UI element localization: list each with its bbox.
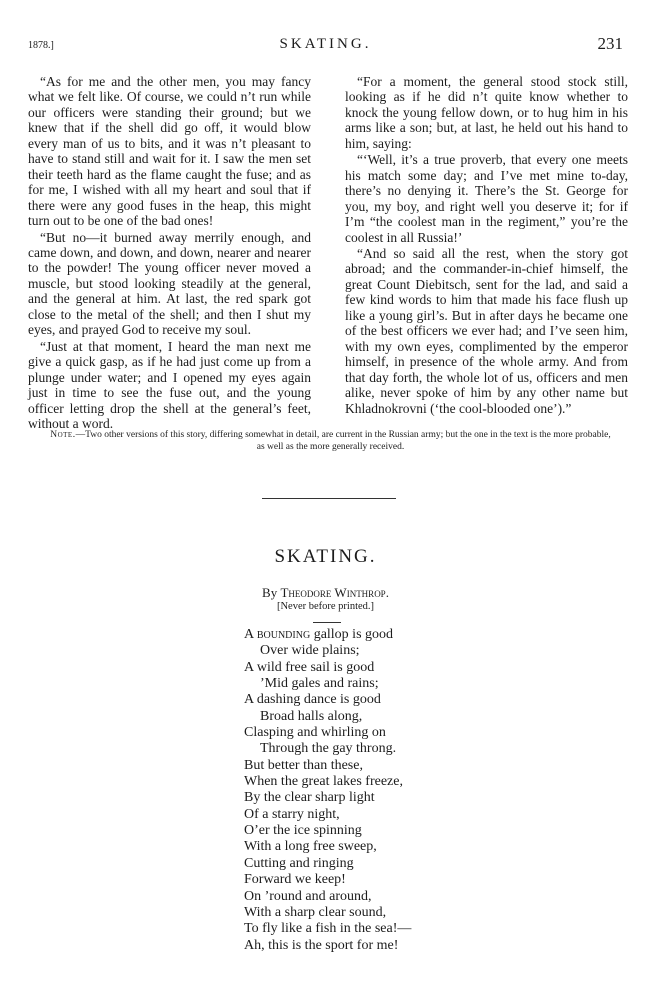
poem-title: SKATING. xyxy=(274,546,377,567)
paragraph: “‘Well, it’s a true proverb, that every one meets his match some day; and I’ve met mine to-day, there’s no denying it. There’s the St. George for you, my boy, and right well you deserve it; for if I’m “the coolest man in the regiment,” you’re the coolest in all Russia!’ xyxy=(345,152,628,245)
paragraph: “Just at that moment, I heard the man next me give a quick gasp, as if he had just come up from a plunge under water; and I opened my eyes again just in time to see the fuse out, and the young officer letting drop the shell at the general’s feet, without a word. xyxy=(28,338,311,431)
poem-line: When the great lakes freeze, xyxy=(244,774,403,790)
running-header xyxy=(28,34,623,54)
section-divider xyxy=(262,498,396,499)
poem-line: But better than these, xyxy=(244,757,363,773)
poem-line: ’Mid gales and rains; xyxy=(260,676,379,692)
poem-line: Cutting and ringing xyxy=(244,855,354,871)
right-column xyxy=(345,74,628,416)
poem-line: Through the gay throng. xyxy=(260,741,397,757)
poem-note: [Never before printed.] xyxy=(276,601,375,612)
poem-line: With a sharp clear sound, xyxy=(244,904,387,920)
poem-line: A wild free sail is good xyxy=(244,659,375,675)
poem-line: On ’round and around, xyxy=(244,888,372,904)
poem-line: With a long free sweep, xyxy=(244,839,377,855)
byline-by: By xyxy=(262,585,281,600)
paragraph: “But no—it burned away merrily enough, and came down, and down, and down, nearer and nearer to the powder! The young officer never moved a muscle, but stood looking steadily at the general, and the general at him. At last, the red spark got close to the metal of the shell; and then I shut my eyes, and prayed God to receive my soul. xyxy=(28,229,311,338)
poem-rule xyxy=(313,622,341,623)
poem-line: Forward we keep! xyxy=(244,872,346,888)
paragraph: “For a moment, the general stood stock still, looking as if he did n’t quite know whether to knock the young fellow down, or to hug him in his arms like a son; but, at last, he held out his hand to him, saying: xyxy=(345,74,628,151)
poem-body xyxy=(244,627,411,954)
page-number: 231 xyxy=(597,34,623,53)
poem-line: Ah, this is the sport for me! xyxy=(244,937,399,953)
poem-line: By the clear sharp light xyxy=(244,790,375,806)
footnote-label: Note. xyxy=(50,430,76,440)
poem-line: O’er the ice spinning xyxy=(244,823,362,839)
header-year: 1878.] xyxy=(28,40,54,51)
poem-line: Broad halls along, xyxy=(260,708,363,724)
footnote-text: —Two other versions of this story, differing somewhat in detail, are current in the Russian army; but the one in the text is the more probable, as well as the more generally received. xyxy=(75,430,611,452)
poem-line: Over wide plains; xyxy=(260,643,360,659)
poem-line: Of a starry night, xyxy=(244,806,340,822)
poem-line: To fly like a fish in the sea!— xyxy=(244,921,412,937)
left-column xyxy=(28,74,311,431)
poem-line: A dashing dance is good xyxy=(244,692,381,708)
poem-author: Theodore Winthrop. xyxy=(280,585,389,600)
paragraph: “As for me and the other men, you may fancy what we felt like. Of course, we could n’t run while our officers were standing their ground; but we knew that if the shell did go off, it would blow every man of us to bits, and it was n’t pleasant to have to stand still and wait for it. I saw the men set their teeth hard as the flame caught the fuse; and as for me, I wished with all my heart and soul that if there were any good fuses in the heap, this might turn out to be one of the bad ones! xyxy=(28,74,311,229)
poem-byline xyxy=(0,585,651,601)
poem-line: Clasping and whirling on xyxy=(244,725,386,741)
footnote xyxy=(50,429,611,453)
poem-line: A bounding gallop is good xyxy=(244,627,394,642)
header-title: SKATING. xyxy=(279,36,372,52)
paragraph: “And so said all the rest, when the story got abroad; and the commander-in-chief himself, the great Count Diebitsch, sent for the lad, and said a few kind words to him that made his face flush up like a young girl’s. But in after days he became one of the best officers we ever had; and I’ve seen him, with my own eyes, complimented by the emperor himself, in presence of the whole army. And from that day forth, the whole lot of us, officers and men alike, never spoke of him by any other name but Khladnokrovni (‘the cool-blooded one’).” xyxy=(345,245,628,416)
